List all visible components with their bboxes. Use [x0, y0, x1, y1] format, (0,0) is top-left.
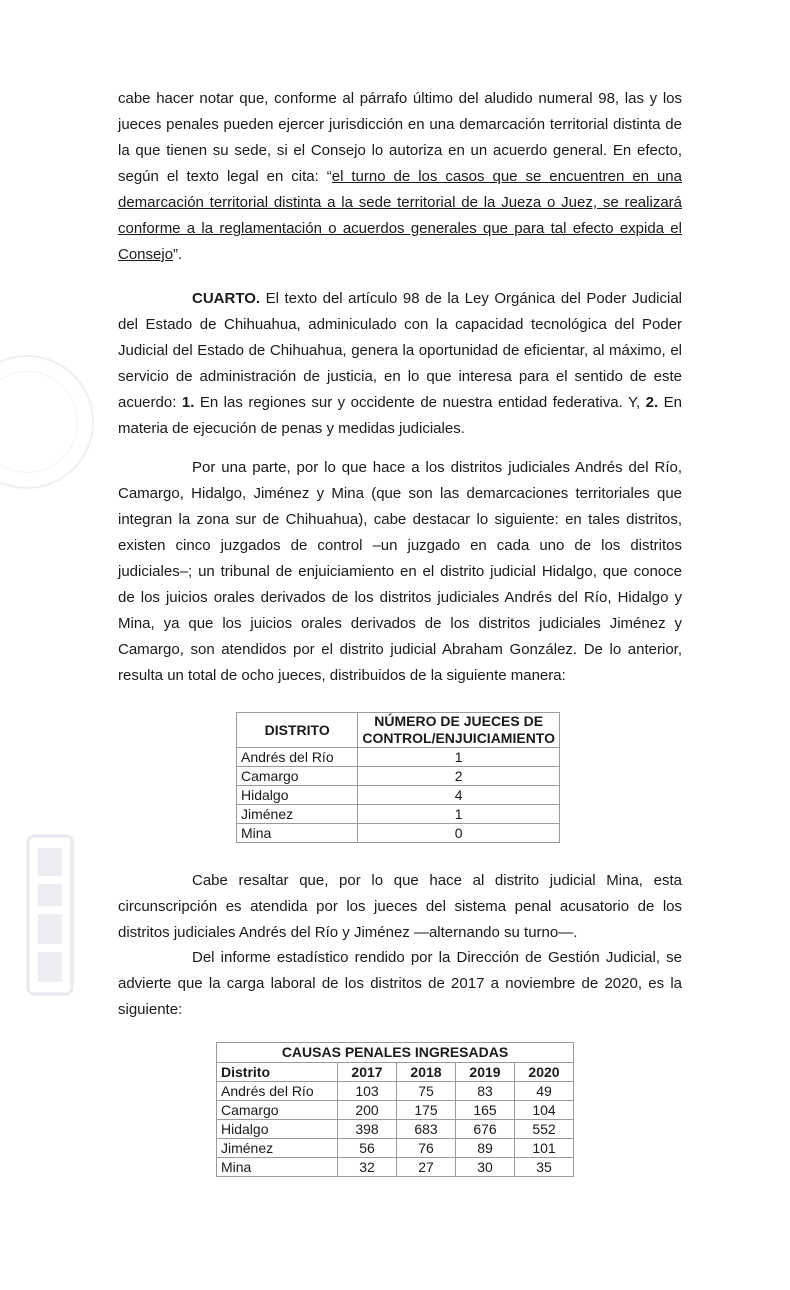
cell-value: 83: [456, 1082, 515, 1101]
paragraph-statistics: [118, 945, 682, 1023]
paragraph-intro: [118, 86, 682, 268]
side-margin-stamp: [22, 830, 78, 1000]
table-row: [217, 1120, 574, 1139]
table-row: [237, 767, 560, 786]
cell-value: 101: [515, 1139, 574, 1158]
paragraph-text: El texto del artículo 98 de la Ley Orgánica del Poder Judicial del Estado de Chihuahua, adminiculado con la capacidad tecnológica del Poder Judicial del Estado de Chihuahua, genera la oportunidad de eficientar, al máximo, el servicio de administración de justicia, en lo que interesa para el sentido de este acuerdo:: [118, 290, 682, 411]
section-heading: CUARTO.: [192, 290, 261, 307]
table-row: [217, 1082, 574, 1101]
cell-district: Jiménez: [237, 805, 358, 824]
table-row: [237, 786, 560, 805]
cell-district: Andrés del Río: [237, 748, 358, 767]
cell-value: 56: [338, 1139, 397, 1158]
paragraph-text: ”.: [173, 246, 183, 263]
cell-district: Hidalgo: [217, 1120, 338, 1139]
cell-district: Jiménez: [217, 1139, 338, 1158]
table-title-row: [217, 1043, 574, 1063]
paragraph-text: Cabe resaltar que, por lo que hace al distrito judicial Mina, esta circunscripción es atendida por los jueces del sistema penal acusatorio de los distritos judiciales Andrés del Río y Jiménez —alternando su turno—.: [118, 872, 682, 941]
table-row: [217, 1139, 574, 1158]
paragraph-districts: [118, 455, 682, 689]
cell-value: 49: [515, 1082, 574, 1101]
underlined-quote: el turno de los casos que se encuentren en una demarcación territorial distinta a la sede territorial de la Jueza o Juez, se realizará conforme a la reglamentación o acuerdos generales que para tal efecto expida el Consejo: [118, 168, 682, 263]
table-title: CAUSAS PENALES INGRESADAS: [217, 1043, 574, 1063]
cell-district: Hidalgo: [237, 786, 358, 805]
header-line: NÚMERO DE JUECES DE: [374, 713, 544, 729]
paragraph-text: Por una parte, por lo que hace a los distritos judiciales Andrés del Río, Camargo, Hidalgo, Jiménez y Mina (que son las demarcaciones territoriales que integran la zona sur de Chihuahua), cabe destacar lo siguiente: en tales distritos, existen cinco juzgados de control –un juzgado en cada uno de los distritos judiciales–; un tribunal de enjuiciamiento en el distrito judicial Hidalgo, que conoce de los juicios orales derivados de los distritos judiciales Andrés del Río, Hidalgo y Mina, ya que los juicios orales derivados de los distritos judiciales Jiménez y Camargo, son atendidos por el distrito judicial Abraham González. De lo anterior, resulta un total de ocho jueces, distribuidos de la siguiente manera:: [118, 459, 682, 684]
column-header-year: 2017: [338, 1063, 397, 1082]
cell-value: 35: [515, 1158, 574, 1177]
cell-value: 89: [456, 1139, 515, 1158]
paragraph-cuarto: [118, 286, 682, 442]
table-header-row: [237, 713, 560, 748]
cell-district: Mina: [237, 824, 358, 843]
cell-value: 32: [338, 1158, 397, 1177]
cell-value: 165: [456, 1101, 515, 1120]
cell-judges: 2: [358, 767, 560, 786]
cell-judges: 1: [358, 748, 560, 767]
column-header-year: 2018: [397, 1063, 456, 1082]
paragraph-text: En materia de ejecución de penas y medidas judiciales.: [118, 394, 682, 437]
table-row: [237, 748, 560, 767]
table-row: [217, 1158, 574, 1177]
column-header-district: Distrito: [217, 1063, 338, 1082]
cell-district: Camargo: [217, 1101, 338, 1120]
cell-value: 27: [397, 1158, 456, 1177]
faint-seal-stamp: [0, 355, 94, 489]
column-header-year: 2019: [456, 1063, 515, 1082]
cell-value: 75: [397, 1082, 456, 1101]
cell-value: 103: [338, 1082, 397, 1101]
column-header-district: DISTRITO: [237, 713, 358, 748]
cell-district: Camargo: [237, 767, 358, 786]
list-number: 2.: [645, 394, 659, 411]
cell-judges: 0: [358, 824, 560, 843]
cell-value: 398: [338, 1120, 397, 1139]
list-number: 1.: [181, 394, 195, 411]
paragraph-text: En las regiones sur y occidente de nuestra entidad federativa. Y,: [194, 394, 646, 411]
criminal-cases-table: [216, 1042, 574, 1177]
paragraph-mina: [118, 868, 682, 946]
cell-value: 175: [397, 1101, 456, 1120]
cell-district: Andrés del Río: [217, 1082, 338, 1101]
column-header-year: 2020: [515, 1063, 574, 1082]
cell-value: 76: [397, 1139, 456, 1158]
cell-value: 676: [456, 1120, 515, 1139]
cell-value: 552: [515, 1120, 574, 1139]
cell-value: 683: [397, 1120, 456, 1139]
cell-judges: 1: [358, 805, 560, 824]
table-row: [217, 1101, 574, 1120]
column-header-judges: [358, 713, 560, 748]
cell-judges: 4: [358, 786, 560, 805]
table-row: [237, 805, 560, 824]
header-line: CONTROL/ENJUICIAMIENTO: [362, 730, 555, 746]
paragraph-text: Del informe estadístico rendido por la Dirección de Gestión Judicial, se advierte que la carga laboral de los distritos de 2017 a noviembre de 2020, es la siguiente:: [118, 949, 682, 1018]
table-row: [237, 824, 560, 843]
table-header-row: [217, 1063, 574, 1082]
cell-district: Mina: [217, 1158, 338, 1177]
cell-value: 104: [515, 1101, 574, 1120]
cell-value: 200: [338, 1101, 397, 1120]
cell-value: 30: [456, 1158, 515, 1177]
paragraph-text: cabe hacer notar que, conforme al párrafo último del aludido numeral 98, las y los jueces penales pueden ejercer jurisdicción en una demarcación territorial distinta de la que tienen su sede, si el Consejo lo autoriza en un acuerdo general. En efecto, según el texto legal en cita: “: [118, 90, 682, 185]
judges-table: [236, 712, 560, 843]
